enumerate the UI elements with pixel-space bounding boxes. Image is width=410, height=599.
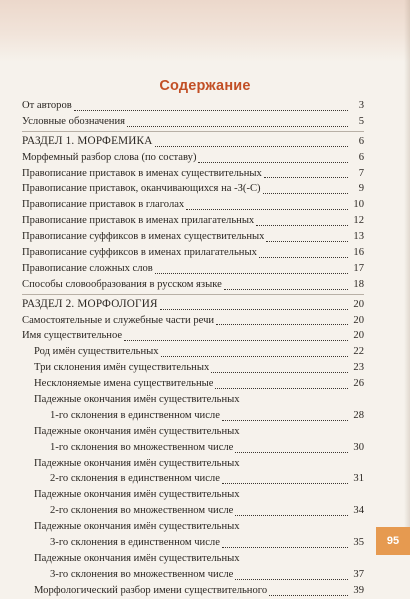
toc-entry-title: Морфемный разбор слова (по составу)	[22, 151, 197, 163]
toc-entry[interactable]	[22, 261, 364, 277]
table-of-contents	[22, 98, 364, 599]
toc-entry[interactable]	[22, 197, 364, 213]
toc-page-number: 20	[353, 314, 364, 326]
toc-entry[interactable]	[22, 98, 364, 114]
dot-leader	[235, 579, 348, 580]
dot-leader	[259, 257, 348, 258]
toc-entry[interactable]	[22, 551, 364, 567]
toc-page-number: 39	[353, 584, 364, 596]
toc-entry-title: Род имён существительных	[34, 346, 159, 358]
top-decorative-band	[0, 0, 410, 62]
dot-leader	[215, 388, 348, 389]
toc-entry[interactable]	[22, 114, 364, 130]
toc-entry[interactable]	[22, 313, 364, 329]
toc-page-number: 20	[353, 330, 364, 342]
toc-entry-title: Падежные окончания имён существительных	[34, 552, 240, 564]
dot-leader	[264, 177, 348, 178]
toc-section-heading[interactable]	[22, 297, 364, 313]
toc-entry[interactable]	[22, 424, 364, 440]
page-number-tab: 95	[376, 527, 410, 555]
toc-page-number: 10	[353, 199, 364, 211]
toc-entry-title: 2-го склонения во множественном числе	[50, 505, 234, 517]
dot-leader	[222, 420, 348, 421]
toc-entry-title: Самостоятельные и служебные части речи	[22, 314, 215, 326]
dot-leader	[124, 340, 348, 341]
dot-leader	[269, 595, 348, 596]
toc-entry-title: Несклоняемые имена существительные	[34, 378, 214, 390]
toc-page-number: 5	[358, 115, 364, 127]
toc-page-number: 22	[353, 346, 364, 358]
dot-leader	[235, 515, 348, 516]
toc-entry-title: Условные обозначения	[22, 115, 126, 127]
toc-page-number: 20	[353, 298, 364, 310]
dot-leader	[161, 356, 348, 357]
toc-entry-title: Правописание приставок в именах существительных	[22, 167, 262, 179]
dot-leader	[127, 126, 348, 127]
toc-entry[interactable]	[22, 245, 364, 261]
toc-entry-title: РАЗДЕЛ 2. МОРФОЛОГИЯ	[22, 297, 158, 310]
toc-page-number: 17	[353, 262, 364, 274]
toc-entry[interactable]	[22, 360, 364, 376]
page-title: Содержание	[159, 78, 251, 94]
toc-entry[interactable]	[22, 376, 364, 392]
toc-page-number: 18	[353, 278, 364, 290]
toc-entry[interactable]	[22, 392, 364, 408]
toc-entry-title: Падежные окончания имён существительных	[34, 425, 240, 437]
toc-entry[interactable]	[22, 471, 364, 487]
toc-page-number: 16	[353, 247, 364, 258]
toc-entry[interactable]	[22, 503, 364, 519]
toc-entry[interactable]	[22, 277, 364, 293]
toc-entry-title: От авторов	[22, 99, 72, 111]
section-divider	[22, 294, 364, 295]
toc-entry-title: Правописание приставок в глаголах	[22, 199, 185, 211]
toc-entry-title: Правописание приставок, оканчивающихся на -З(-С)	[22, 183, 261, 195]
toc-entry-title: Морфологический разбор имени существительного	[34, 584, 268, 596]
toc-entry-title: 1-го склонения во множественном числе	[50, 441, 234, 453]
dot-leader	[235, 452, 348, 453]
dot-leader	[222, 547, 348, 548]
toc-entry-title: 3-го склонения в единственном числе	[50, 537, 220, 549]
dot-leader	[74, 110, 348, 111]
toc-entry-title: РАЗДЕЛ 1. МОРФЕМИКА	[22, 134, 153, 147]
toc-page-number: 26	[353, 378, 364, 390]
toc-page-number: 23	[353, 362, 364, 374]
toc-entry[interactable]	[22, 213, 364, 229]
toc-page-number: 35	[353, 537, 364, 549]
toc-entry-title: Правописание приставок в именах прилагательных	[22, 215, 255, 227]
toc-page-number: 6	[358, 135, 364, 147]
toc-entry[interactable]	[22, 456, 364, 472]
dot-leader	[216, 324, 348, 325]
toc-page-number: 34	[353, 505, 364, 517]
toc-entry-title: Правописание суффиксов в именах существительных	[22, 231, 265, 243]
dot-leader	[155, 273, 348, 274]
toc-page-number: 13	[353, 231, 364, 243]
toc-entry[interactable]	[22, 166, 364, 182]
toc-entry[interactable]	[22, 519, 364, 535]
toc-entry-title: Падежные окончания имён существительных	[34, 521, 240, 533]
dot-leader	[186, 209, 348, 210]
dot-leader	[263, 193, 348, 194]
toc-entry-title: 1-го склонения в единственном числе	[50, 409, 220, 421]
toc-entry[interactable]	[22, 229, 364, 245]
dot-leader	[155, 146, 349, 147]
toc-page-number: 9	[358, 183, 364, 195]
dot-leader	[160, 309, 348, 310]
toc-entry[interactable]	[22, 408, 364, 424]
toc-entry[interactable]	[22, 567, 364, 583]
dot-leader	[224, 289, 348, 290]
toc-entry-title: Имя существительное	[22, 330, 123, 342]
toc-entry[interactable]	[22, 535, 364, 551]
toc-entry[interactable]	[22, 328, 364, 344]
toc-entry-title: Правописание суффиксов в именах прилагательных	[22, 247, 257, 258]
toc-entry[interactable]	[22, 344, 364, 360]
toc-entry[interactable]	[22, 181, 364, 197]
toc-entry[interactable]	[22, 487, 364, 503]
section-divider	[22, 131, 364, 132]
toc-entry[interactable]	[22, 583, 364, 599]
toc-entry-title: Падежные окончания имён существительных	[34, 489, 240, 501]
toc-page-number: 6	[358, 151, 364, 163]
toc-entry-title: Падежные окончания имён существительных	[34, 394, 240, 406]
toc-page-number: 12	[353, 215, 364, 227]
toc-page-number: 7	[358, 167, 364, 179]
toc-entry[interactable]	[22, 150, 364, 166]
dot-leader	[211, 372, 348, 373]
dot-leader	[198, 162, 348, 163]
toc-entry-title: 2-го склонения в единственном числе	[50, 473, 220, 485]
toc-page-number: 30	[353, 441, 364, 453]
dot-leader	[222, 483, 348, 484]
toc-page-number: 37	[353, 568, 364, 580]
dot-leader	[266, 241, 348, 242]
toc-entry-title: Способы словообразования в русском языке	[22, 278, 222, 290]
toc-entry-title: Правописание сложных слов	[22, 262, 153, 274]
toc-page-number: 28	[353, 409, 364, 421]
toc-page-number: 31	[353, 473, 364, 485]
dot-leader	[256, 225, 348, 226]
toc-page-number: 3	[358, 99, 364, 111]
toc-entry-title: Падежные окончания имён существительных	[34, 457, 240, 469]
toc-entry-title: 3-го склонения во множественном числе	[50, 568, 234, 580]
toc-entry[interactable]	[22, 440, 364, 456]
toc-entry-title: Три склонения имён существительных	[34, 362, 210, 374]
toc-section-heading[interactable]	[22, 134, 364, 150]
